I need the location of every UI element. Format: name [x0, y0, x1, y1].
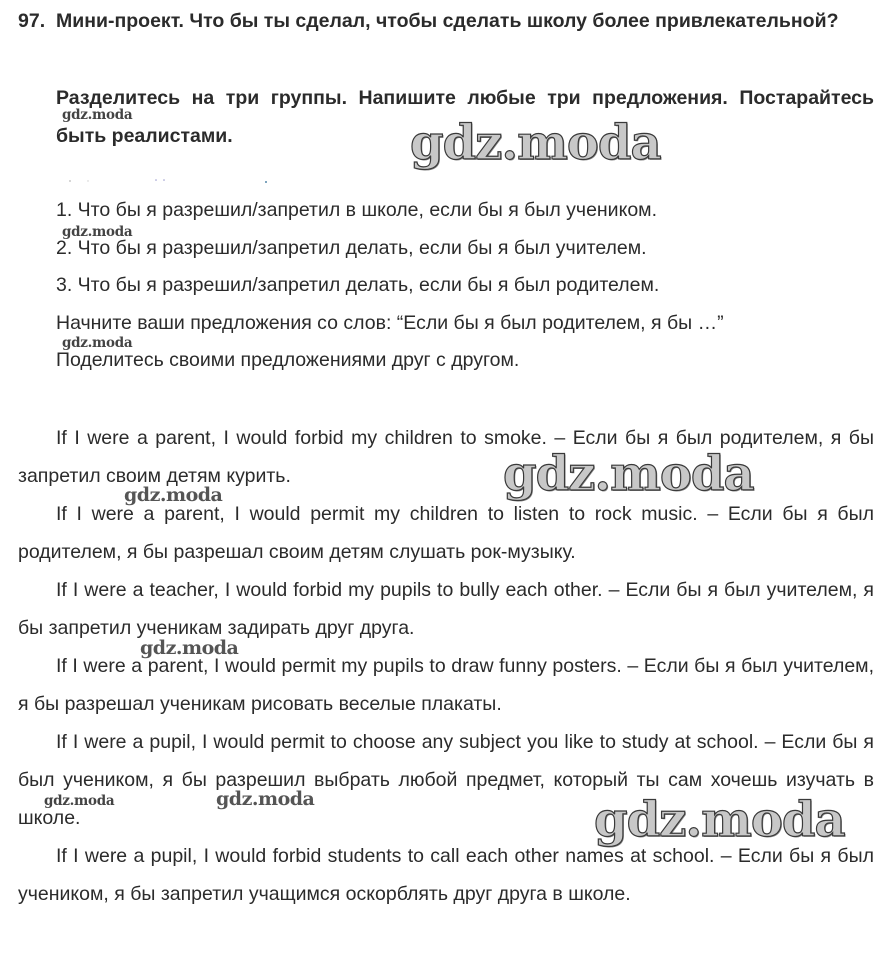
answer-paragraph: If I were a pupil, I would permit to choose any subject you like to study at school. – Если бы я был учеником, я бы разрешил выбрать любой предмет, который ты сам хочешь изучать в школе.: [18, 731, 874, 829]
answer-paragraph: If I were a parent, I would permit my children to listen to rock music. – Если бы я был родителем, я бы разрешал своим детям слушать рок-музыку.: [18, 503, 874, 563]
watermark: gdz.moda: [503, 446, 754, 502]
list-item: Начните ваши предложения со слов: “Если бы я был родителем, я бы …”: [56, 311, 724, 334]
watermark: gdz.moda: [62, 335, 133, 351]
answer-paragraph: If I were a parent, I would permit my pupils to draw funny posters. – Если бы я был учителем, я бы разрешал ученикам рисовать веселые плакаты.: [18, 655, 874, 715]
watermark: gdz.moda: [44, 793, 115, 809]
list-item: 2. Что бы я разрешил/запретил делать, если бы я был учителем.: [56, 236, 647, 259]
watermark: gdz.moda: [140, 637, 239, 659]
watermark: gdz.moda: [216, 788, 315, 810]
watermark: gdz.moda: [124, 484, 223, 506]
answer-paragraph: If I were a parent, I would forbid my children to smoke. – Если бы я был родителем, я бы запретил своим детям курить.: [18, 427, 874, 487]
list-item: Поделитесь своими предложениями друг с другом.: [56, 349, 520, 371]
task-instruction: Разделитесь на три группы. Напишите любые три предложения. Постарайтесь быть реалистами.: [56, 87, 874, 147]
watermark: gdz.moda: [594, 792, 845, 848]
task-number: 97.: [18, 10, 46, 32]
answer-paragraph: If I were a teacher, I would forbid my pupils to bully each other. – Если бы я был учителем, я бы запретил ученикам задирать друг друга.: [18, 579, 874, 639]
answer-paragraph: If I were a pupil, I would forbid students to call each other names at school. – Если бы я был учеником, я бы запретил учащимся оскорблять друг друга в школе.: [18, 845, 874, 905]
watermark: gdz.moda: [62, 224, 133, 240]
watermark: gdz.moda: [62, 107, 133, 123]
task-header: [18, 2, 874, 40]
scan-specks: [66, 178, 276, 184]
list-item: 1. Что бы я разрешил/запретил в школе, если бы я был учеником.: [56, 199, 657, 221]
task-title: Мини-проект. Что бы ты сделал, чтобы сделать школу более привлекательной?: [56, 10, 839, 32]
instruction-list: [56, 192, 866, 380]
list-item: 3. Что бы я разрешил/запретил делать, если бы я был родителем.: [56, 274, 660, 296]
watermark: gdz.moda: [410, 115, 661, 171]
